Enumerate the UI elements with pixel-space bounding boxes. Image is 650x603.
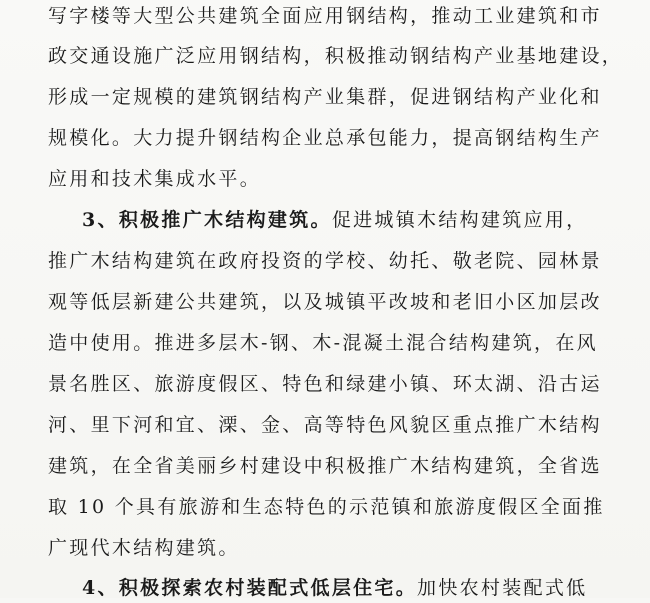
text-line-14: 广现代木结构建筑。 [48, 537, 240, 559]
section-3-paragraph [82, 205, 587, 235]
text-line-7: 推广木结构建筑在政府投资的学校、幼托、敬老院、园林景 [48, 250, 602, 272]
section-4-paragraph [82, 573, 587, 603]
text-line-2: 政交通设施广泛应用钢结构，积极推动钢结构产业基地建设， [48, 45, 624, 67]
text-line-10: 景名胜区、旅游度假区、特色和绿建小镇、环太湖、沿古运 [48, 373, 602, 395]
text-line-1: 写字楼等大型公共建筑全面应用钢结构，推动工业建筑和市 [48, 5, 602, 27]
text-line-12: 建筑，在全省美丽乡村建设中积极推广木结构建筑，全省选 [48, 455, 602, 477]
section-4-lead-text: 加快农村装配式低 [417, 577, 588, 599]
text-line-13: 取 10 个具有旅游和生态特色的示范镇和旅游度假区全面推 [48, 496, 605, 518]
section-3-lead-text: 促进城镇木结构建筑应用， [331, 209, 588, 231]
section-4-heading: 4、积极探索农村装配式低层住宅。 [82, 577, 418, 599]
text-line-11: 河、里下河和宜、溧、金、高等特色风貌区重点推广木结构 [48, 414, 602, 436]
text-line-4: 规模化。大力提升钢结构企业总承包能力，提高钢结构生产 [48, 127, 602, 149]
text-line-9: 造中使用。推进多层木-钢、木-混凝土混合结构建筑，在风 [48, 332, 598, 354]
section-3-heading: 3、积极推广木结构建筑。 [82, 209, 332, 231]
text-line-8: 观等低层新建公共建筑，以及城镇平改坡和老旧小区加层改 [48, 291, 602, 313]
text-line-3: 形成一定规模的建筑钢结构产业集群，促进钢结构产业化和 [48, 86, 602, 108]
text-line-5: 应用和技术集成水平。 [48, 168, 262, 190]
